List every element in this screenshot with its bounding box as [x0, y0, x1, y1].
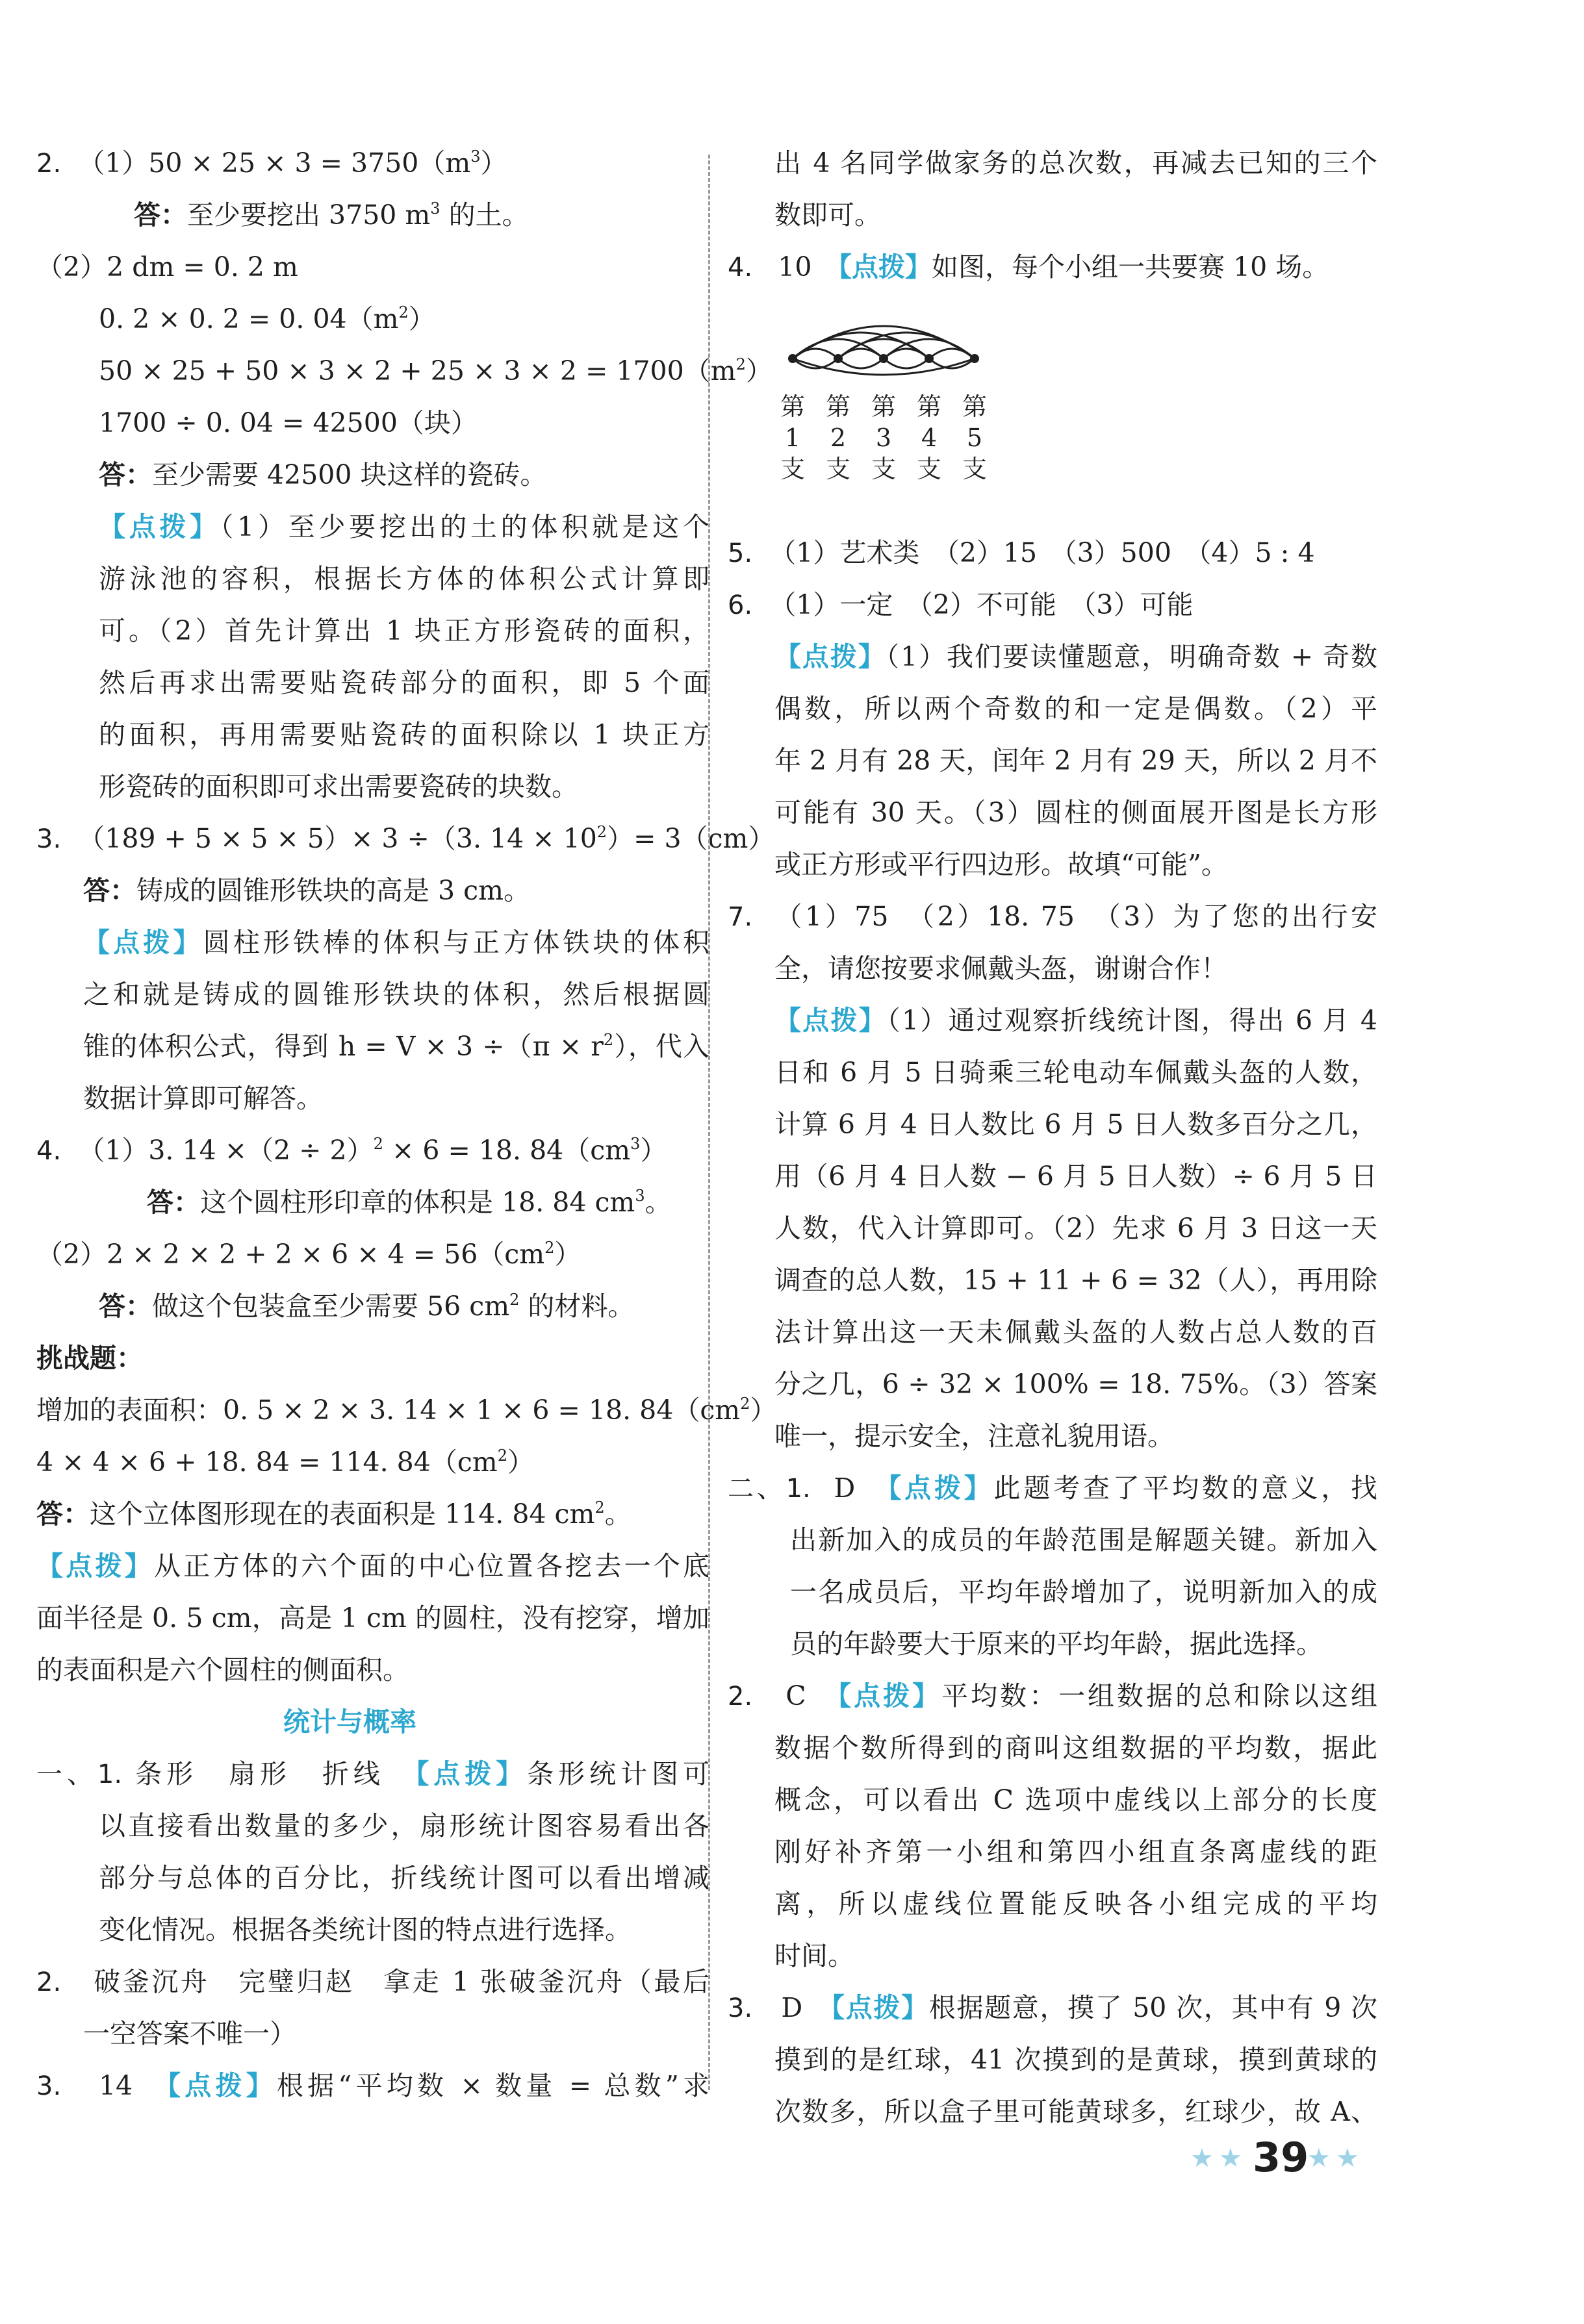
- calc-line: $50 \times 25 + 50 \times 3 \times 2 + 25 \times 3 \times 2 = 1700(m^2)$: [99, 355, 773, 386]
- tip-line: 年 2 月有 28 天，闰年 2 月有 29 天，所以 2 月不: [774, 745, 1377, 776]
- tip-line: 概念，可以看出 C 选项中虚线以上部分的长度: [774, 1784, 1377, 1815]
- tip-line: 以直接看出数量的多少，扇形统计图容易看出各: [99, 1810, 709, 1841]
- answer-7: 7. （1）75 （2）18. 75 （3）为了您的出行安: [728, 901, 1377, 932]
- tip-line: 【点拨】（1）通过观察折线统计图，得出 6 月 4: [774, 1005, 1377, 1036]
- tip-line: 数即可。: [774, 199, 881, 231]
- star-icon: ★: [1336, 2143, 1359, 2173]
- star-icon: ★: [1219, 2143, 1242, 2173]
- tip-line: 面半径是 0. 5 cm，高是 1 cm 的圆柱，没有挖穿，增加: [36, 1602, 709, 1634]
- calc-line: 0. 2 × 0. 2 = 0. $04(m^2)$: [99, 303, 435, 335]
- answer-3: 3. （189 + 5 × 5 × 5）× 3 ÷（3. $14 \times 10^2)= 3(cm)$: [36, 823, 775, 854]
- team-label: 第 3 支: [871, 392, 896, 483]
- team-node: [925, 354, 934, 363]
- tip-line: 【点拨】从正方体的六个面的中心位置各挖去一个底: [36, 1550, 709, 1582]
- team-node: [879, 354, 888, 363]
- tip-line: 刚好补齐第一小组和第四小组直条离虚线的距: [774, 1836, 1377, 1867]
- answer-part2-1: 二、1. D 【点拨】此题考查了平均数的意义，找: [728, 1472, 1377, 1504]
- answer-line: 答：铸成的圆锥形铁块的高是 3 cm。: [83, 875, 530, 906]
- match-diagram: [780, 313, 1040, 501]
- tip-line: 数据个数所得到的商叫这组数据的平均数，据此: [774, 1732, 1377, 1763]
- column-divider: [708, 155, 710, 2090]
- tip-line: 可。（2）首先计算出 1 块正方形瓷砖的面积，: [99, 615, 709, 646]
- answer-line: 答：这个圆柱形印章的体积是 18. 84 $cm^3$。: [147, 1187, 672, 1218]
- answer-line: 一空答案不唯一）: [83, 2018, 296, 2049]
- tip-line: 游泳池的容积，根据长方体的体积公式计算即: [99, 563, 709, 594]
- answer-4-2: $(2)2 \times 2 \times 2 + 2 \times 6 \times 4 = 56(cm^2)$: [36, 1239, 581, 1270]
- answer-part1-1: 一、1. 条形 扇形 折线 【点拨】条形统计图可: [36, 1758, 709, 1789]
- answer-5: 5. （1）艺术类 （2）15 （3）500 （4）5 : 4: [728, 537, 1315, 568]
- team-label: 第 2 支: [825, 392, 850, 483]
- tip-line: 员的年龄要大于原来的平均年龄，据此选择。: [790, 1628, 1323, 1660]
- tip-line: 用（6 月 4 日人数 − 6 月 5 日人数）÷ 6 月 5 日: [774, 1161, 1377, 1192]
- answer-4: 4. 10 【点拨】如图，每个小组一共要赛 10 场。: [728, 251, 1329, 283]
- tip-line: 可能有 30 天。（3）圆柱的侧面展开图是长方形: [774, 797, 1377, 828]
- tip-line: 的表面积是六个圆柱的侧面积。: [36, 1654, 409, 1686]
- tip-line: 之和就是铸成的圆锥形铁块的体积，然后根据圆: [83, 979, 709, 1010]
- tip-line: 摸到的是红球，41 次摸到的是黄球，摸到黄球的: [774, 2044, 1377, 2075]
- tip-line: 计算 6 月 4 日人数比 6 月 5 日人数多百分之几，: [774, 1109, 1377, 1140]
- answer-part1-3: 3. 14 【点拨】根据“平均数 × 数量 = 总数”求: [36, 2070, 709, 2101]
- tip-line: 部分与总体的百分比，折线统计图可以看出增减: [99, 1862, 709, 1893]
- star-icon: ★: [1307, 2143, 1331, 2173]
- answer-part1-2: 2. 破釜沉舟 完璧归赵 拿走 1 张破釜沉舟（最后: [36, 1966, 709, 1997]
- calc-line: 增加的表面积：0. 5 × 2 × 3. 14 × 1 × 6 = 18. $84(cm^2)$: [36, 1395, 777, 1426]
- tip-line: 唯一，提示安全，注意礼貌用语。: [774, 1421, 1174, 1452]
- tip-line: 变化情况。根据各类统计图的特点进行选择。: [99, 1914, 632, 1945]
- tip-line: 【点拨】圆柱形铁棒的体积与正方体铁块的体积: [83, 927, 709, 958]
- answer-part2-3: 3. D 【点拨】根据题意，摸了 50 次，其中有 9 次: [728, 1992, 1377, 2023]
- tip-line: 离，所以虚线位置能反映各小组完成的平均: [774, 1888, 1377, 1919]
- tip-line: 一名成员后，平均年龄增加了，说明新加入的成: [790, 1576, 1377, 1608]
- challenge-heading: 挑战题：: [36, 1343, 143, 1374]
- team-label: 第 5 支: [962, 392, 987, 483]
- star-icon: ★: [1190, 2143, 1214, 2173]
- tip-line: 次数多，所以盒子里可能黄球多，红球少，故 A、: [774, 2096, 1377, 2127]
- tip-line: 然后再求出需要贴瓷砖部分的面积，即 5 个面: [99, 667, 709, 698]
- team-label: 第 4 支: [916, 392, 941, 483]
- tip-line: 【点拨】（1）我们要读懂题意，明确奇数 + 奇数: [774, 641, 1377, 672]
- answer-6: 6. （1）一定 （2）不可能 （3）可能: [728, 589, 1194, 620]
- tip-line: 数据计算即可解答。: [83, 1083, 323, 1114]
- tip-line: 的面积，再用需要贴瓷砖的面积除以 1 块正方: [99, 719, 709, 750]
- match-arcs: [780, 313, 1040, 378]
- tip-line: 法计算出这一天未佩戴头盔的人数占总人数的百: [774, 1317, 1377, 1348]
- tip-line: 出 4 名同学做家务的总次数，再减去已知的三个: [774, 147, 1377, 179]
- answer-2-2: （2）2 dm = 0. 2 m: [36, 251, 298, 283]
- tip-line: 形瓷砖的面积即可求出需要瓷砖的块数。: [99, 771, 578, 802]
- tip-line: 时间。: [774, 1940, 854, 1971]
- tip-line: 人数，代入计算即可。（2）先求 6 月 3 日这一天: [774, 1213, 1377, 1244]
- answer-2-1-result: 答：至少要挖出 3750 $m^3$ 的土。: [134, 199, 529, 231]
- tip-line: 偶数，所以两个奇数的和一定是偶数。（2）平: [774, 693, 1377, 724]
- tip-line: 锥的体积公式，得到 $h = V \times 3 \div(\pi \times r^2)$，代入: [83, 1031, 709, 1062]
- team-label: 第 1 支: [780, 392, 805, 483]
- tip-line: 出新加入的成员的年龄范围是解题关键。新加入: [790, 1524, 1377, 1556]
- team-node: [834, 354, 843, 363]
- answer-4-1: 4. （1）3. $14 \times(2 \div 2)^2 \times 6 = 18$. $84(cm^3)$: [36, 1135, 667, 1166]
- section-title: 统计与概率: [283, 1706, 416, 1737]
- page-number: 39: [1253, 2134, 1309, 2181]
- answer-line: 答：这个立体图形现在的表面积是 114. 84 $cm^2$。: [36, 1498, 632, 1530]
- answer-part2-2: 2. C 【点拨】平均数：一组数据的总和除以这组: [728, 1680, 1377, 1711]
- tip-line: 【点拨】（1）至少要挖出的土的体积就是这个: [99, 511, 709, 542]
- tip-line: 调查的总人数，15 + 11 + 6 = 32（人），再用除: [774, 1265, 1377, 1296]
- team-node: [788, 354, 797, 363]
- answer-line: 答：至少需要 42500 块这样的瓷砖。: [99, 459, 547, 490]
- answer-line: 答：做这个包装盒至少需要 56 $cm^2$ 的材料。: [99, 1291, 635, 1322]
- answer-line: 全，请您按要求佩戴头盔，谢谢合作！: [774, 953, 1227, 984]
- calc-line: 1700 ÷ 0. 04 = 42500（块）: [99, 407, 478, 438]
- team-node: [970, 354, 979, 363]
- answer-2-1: 2. $(1)50 \times 25 \times 3 = 3750(m^3)$: [36, 147, 507, 179]
- tip-line: 日和 6 月 5 日骑乘三轮电动车佩戴头盔的人数，: [774, 1057, 1377, 1088]
- tip-line: 或正方形或平行四边形。故填“可能”。: [774, 849, 1228, 880]
- calc-line: 4 × 4 × 6 + 18. 84 = 114. $84(cm^2)$: [36, 1446, 534, 1478]
- tip-line: 分之几，6 ÷ 32 × 100% = 18. 75%。（3）答案: [774, 1369, 1377, 1400]
